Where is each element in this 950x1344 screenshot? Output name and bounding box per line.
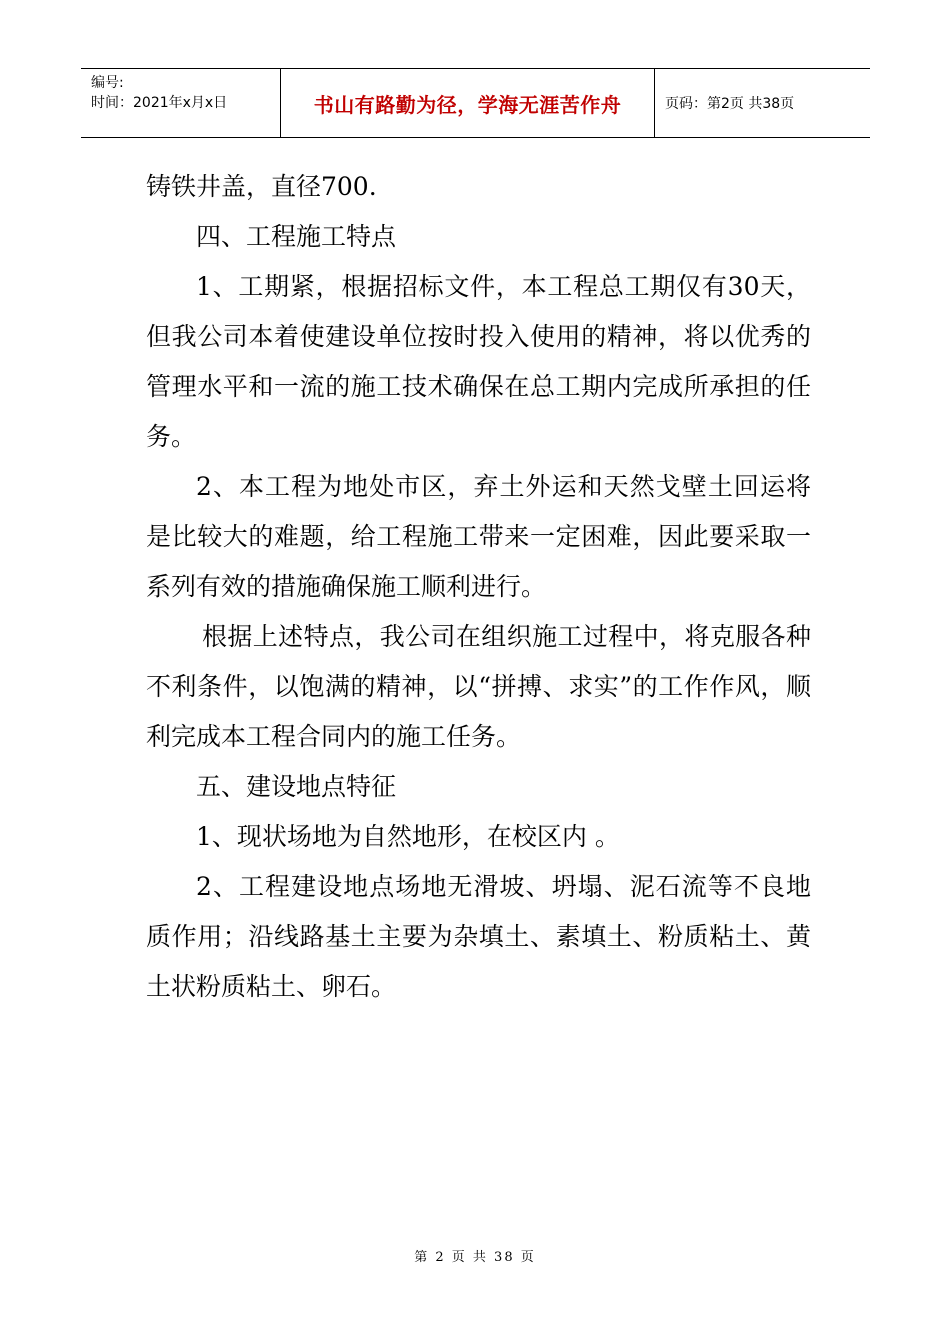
document-time-label: 时间：2021年x月x日 [91,95,228,111]
paragraph: 2、工程建设地点场地无滑坡、坍塌、泥石流等不良地质作用；沿线路基土主要为杂填土、素填土、粉质粘土、黄土状粉质粘土、卵石。 [146,872,811,1001]
header-meta [81,69,281,137]
document-number-label: 编号: [91,75,124,91]
document-header [81,68,870,138]
page-footer: 第 2 页 共 38 页 [414,1250,536,1265]
paragraph: 铸铁井盖，直径700. [146,172,377,201]
document-body [146,162,811,1012]
section-heading: 四、工程施工特点 [196,222,397,251]
paragraph: 根据上述特点，我公司在组织施工过程中，将克服各种不利条件，以饱满的精神，以“拼搏、求实”的工作作风，顺利完成本工程合同内的施工任务。 [146,622,811,751]
paragraph: 1、工期紧，根据招标文件，本工程总工期仅有30天，但我公司本着使建设单位按时投入使用的精神，将以优秀的管理水平和一流的施工技术确保在总工期内完成所承担的任务。 [146,272,811,451]
paragraph: 1、现状场地为自然地形，在校区内 。 [196,822,620,851]
header-motto: 书山有路勤为径，学海无涯苦作舟 [281,69,655,137]
header-page-info: 页码：第2页 共38页 [665,96,795,112]
section-heading: 五、建设地点特征 [196,772,397,801]
paragraph: 2、本工程为地处市区，弃土外运和天然戈壁土回运将是比较大的难题，给工程施工带来一定困难，因此要采取一系列有效的措施确保施工顺利进行。 [146,472,811,601]
